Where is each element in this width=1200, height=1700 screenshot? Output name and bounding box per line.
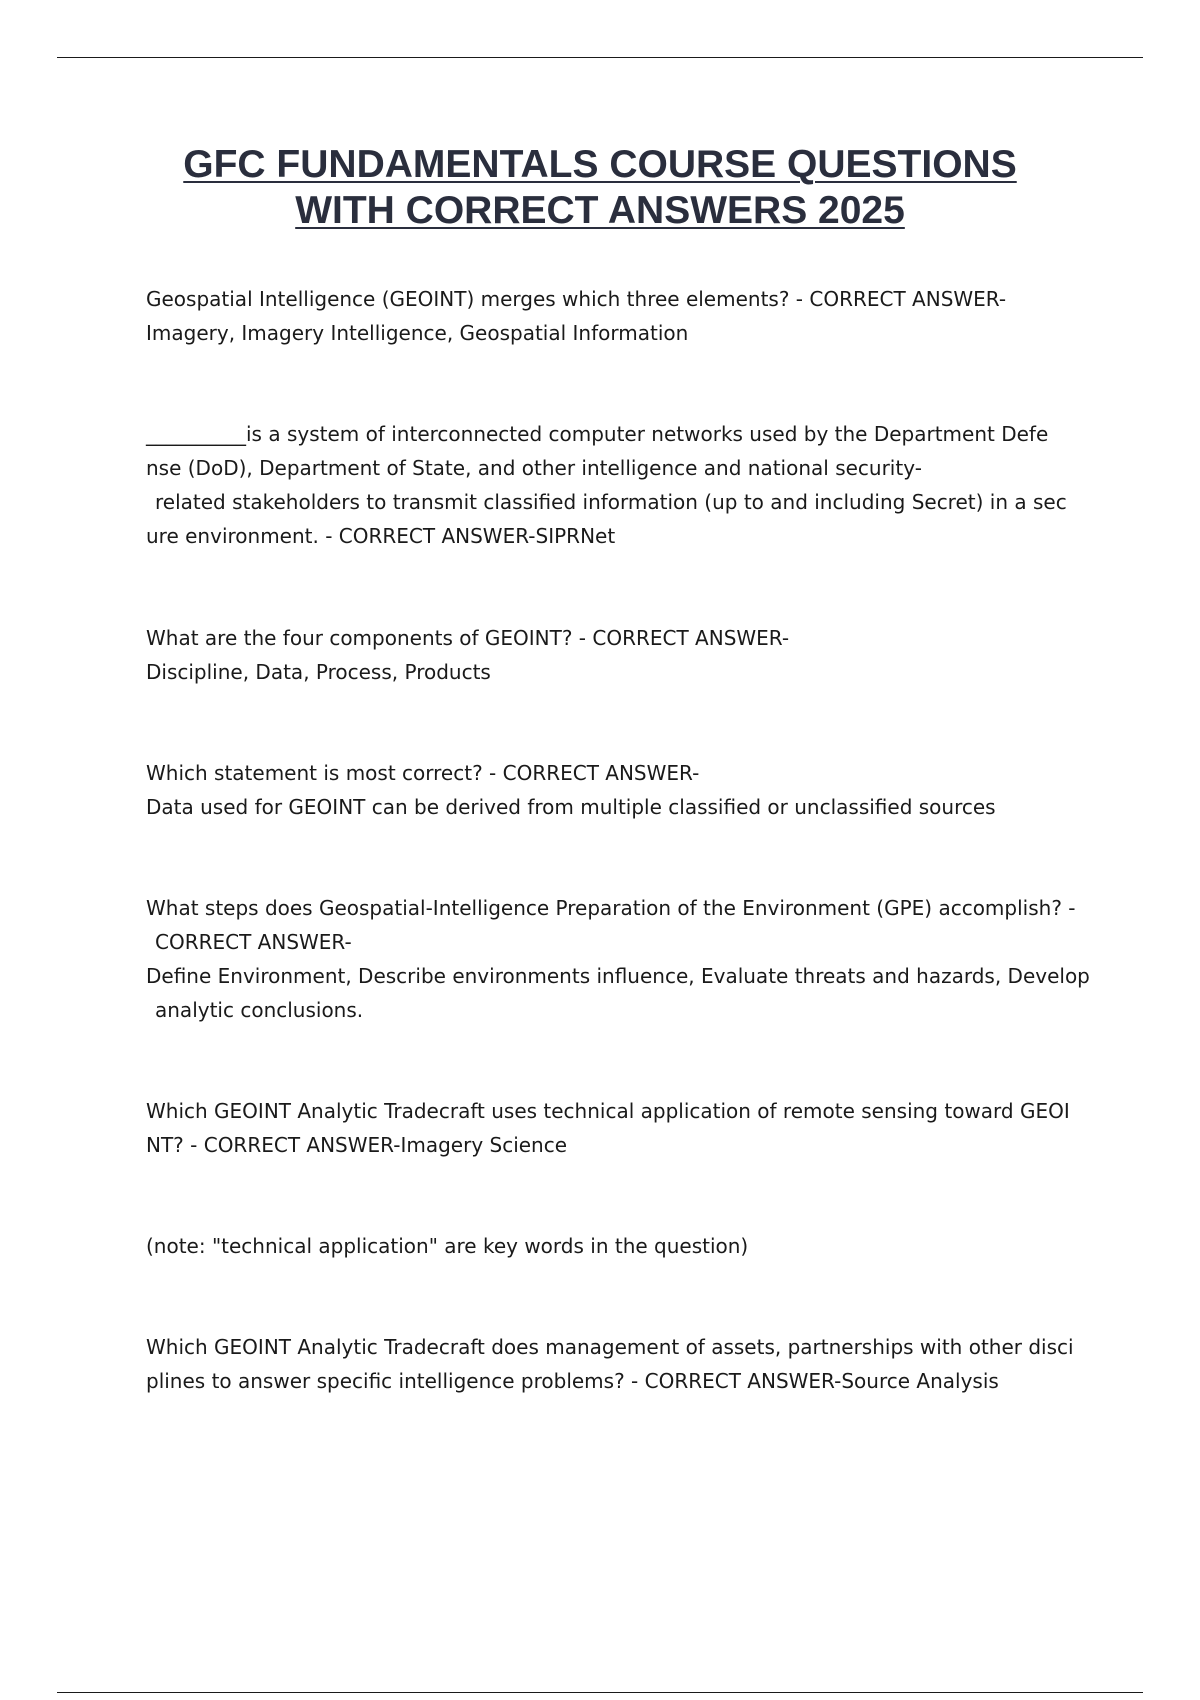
qa-line: Which statement is most correct? - CORRECT ANSWER- [146, 761, 700, 785]
qa-line: __________is a system of interconnected computer networks used by the Department Defe [146, 422, 1049, 446]
document-title [0, 142, 1200, 234]
qa-line: Discipline, Data, Process, Products [146, 660, 491, 684]
qa-line: What are the four components of GEOINT? - CORRECT ANSWER- [146, 626, 790, 650]
qa-line: plines to answer specific intelligence problems? - CORRECT ANSWER-Source Analysis [146, 1369, 999, 1393]
qa-item [146, 417, 1090, 553]
qa-line: related stakeholders to transmit classified information (up to and including Secret) in a sec [155, 490, 1067, 514]
qa-line: analytic conclusions. [155, 998, 364, 1022]
qa-line: Which GEOINT Analytic Tradecraft does management of assets, partnerships with other disci [146, 1335, 1074, 1359]
qa-item [146, 891, 1090, 1027]
qa-item [146, 621, 1090, 689]
title-line-2: WITH CORRECT ANSWERS 2025 [295, 189, 905, 232]
qa-item [146, 1330, 1090, 1398]
qa-line: nse (DoD), Department of State, and other intelligence and national security- [146, 456, 922, 480]
qa-line: What steps does Geospatial-Intelligence Preparation of the Environment (GPE) accomplish? - [146, 896, 1076, 920]
qa-line: Geospatial Intelligence (GEOINT) merges which three elements? - CORRECT ANSWER- [146, 287, 1007, 311]
qa-line: (note: "technical application" are key words in the question) [146, 1234, 749, 1258]
qa-line: Data used for GEOINT can be derived from multiple classified or unclassified sources [146, 795, 996, 819]
qa-line: CORRECT ANSWER- [155, 930, 352, 954]
title-line-1: GFC FUNDAMENTALS COURSE QUESTIONS [183, 143, 1017, 186]
footer-rule [57, 1692, 1143, 1693]
qa-line: Imagery, Imagery Intelligence, Geospatial Information [146, 321, 689, 345]
qa-line: Which GEOINT Analytic Tradecraft uses technical application of remote sensing toward GEOI [146, 1099, 1070, 1123]
qa-item [146, 282, 1090, 350]
header-rule [57, 57, 1143, 58]
qa-line: NT? - CORRECT ANSWER-Imagery Science [146, 1133, 568, 1157]
qa-line: ure environment. - CORRECT ANSWER-SIPRNet [146, 524, 616, 548]
qa-item [146, 756, 1090, 824]
qa-note [146, 1229, 1090, 1263]
qa-item [146, 1094, 1090, 1162]
qa-line: Define Environment, Describe environments influence, Evaluate threats and hazards, Develop [146, 964, 1090, 988]
